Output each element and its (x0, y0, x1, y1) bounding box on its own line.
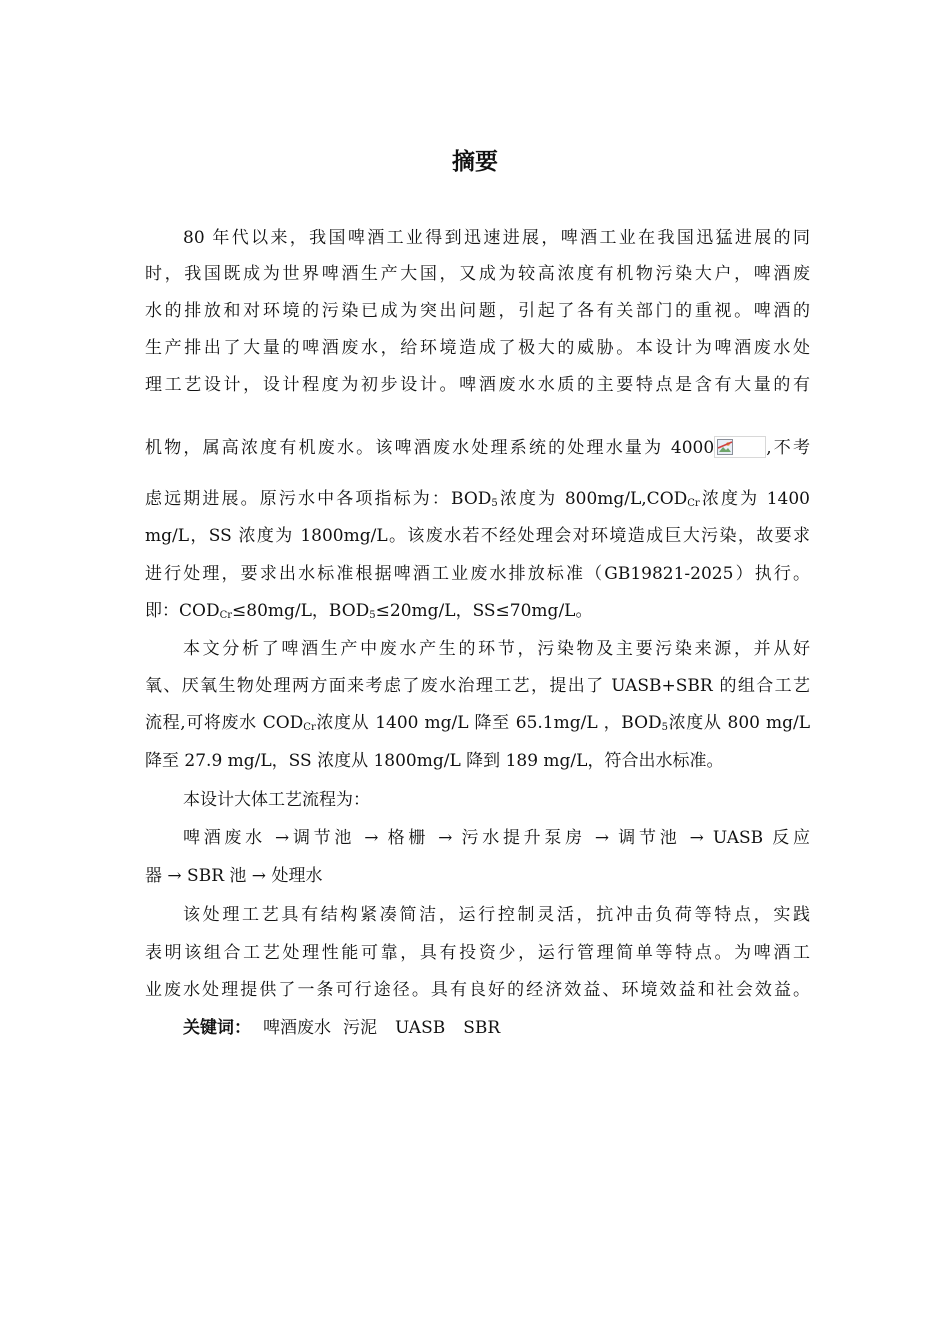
line-10-part-a: 即：COD (145, 601, 220, 621)
paragraph-1-line-4: 生产排出了大量的啤酒废水，给环境造成了极大的威胁。本设计为啤酒废水处 (145, 338, 810, 358)
subscript-5: 5 (369, 610, 376, 621)
process-flow-intro: 本设计大体工艺流程为： (183, 790, 370, 810)
line-10-part-b: ≤80mg/L，BOD (232, 601, 370, 621)
keyword-item: 污泥 (343, 1018, 377, 1038)
paragraph-1-line-8: mg/L，SS 浓度为 1800mg/L。该废水若不经处理会对环境造成巨大污染，故要求 (145, 526, 810, 546)
subscript-cr: Cr (303, 722, 316, 733)
paragraph-4-line-2: 表明该组合工艺处理性能可靠，具有投资少，运行管理简单等特点。为啤酒工 (145, 943, 810, 963)
paragraph-1-line-2: 时，我国既成为世界啤酒生产大国，又成为较高浓度有机物污染大户，啤酒废 (145, 264, 810, 284)
paragraph-2-line-1: 本文分析了啤酒生产中废水产生的环节，污染物及主要污染来源，并从好 (183, 639, 810, 659)
keywords-line (183, 1015, 810, 1041)
paragraph-1-line-9: 进行处理，要求出水标准根据啤酒工业废水排放标准（GB19821-2025）执行。 (145, 564, 810, 584)
process-flow-line-1: 啤酒废水 →调节池 → 格栅 → 污水提升泵房 → 调节池 → UASB 反应 (183, 828, 810, 848)
paragraph-4-line-1: 该处理工艺具有结构紧凑简洁，运行控制灵活，抗冲击负荷等特点，实践 (183, 905, 810, 925)
subscript-5: 5 (491, 498, 498, 509)
line-7-part-c: 浓度为 1400 (699, 489, 811, 509)
keyword-item: SBR (463, 1018, 501, 1038)
keyword-item: 啤酒废水 (263, 1018, 331, 1038)
p2-line-3-part-c: 浓度从 800 mg/L (668, 713, 810, 733)
broken-image-icon (717, 439, 733, 455)
paragraph-1-line-6 (145, 435, 810, 461)
keyword-item: UASB (395, 1018, 446, 1038)
keywords-label: 关键词： (183, 1018, 251, 1038)
paragraph-1-line-5: 理工艺设计，设计程度为初步设计。啤酒废水水质的主要特点是含有大量的有 (145, 375, 810, 395)
subscript-cr: Cr (219, 610, 233, 621)
line-7-part-b: 浓度为 800mg/L,COD (497, 489, 688, 509)
page-title: 摘要 (452, 149, 498, 175)
line-6-text-after: ,不考 (766, 438, 811, 458)
paragraph-1-line-7 (145, 486, 810, 512)
p2-line-3-part-a: 流程,可将废水 COD (145, 713, 304, 733)
line-7-part-a: 虑远期进展。原污水中各项指标为：BOD (145, 489, 492, 509)
line-6-text-before: 机物，属高浓度有机废水。该啤酒废水处理系统的处理水量为 4000 (145, 438, 715, 458)
paragraph-4-line-3: 业废水处理提供了一条可行途径。具有良好的经济效益、环境效益和社会效益。 (145, 980, 810, 1000)
paragraph-1-line-10 (145, 598, 810, 624)
broken-image (714, 436, 766, 458)
p2-line-3-part-b: 浓度从 1400 mg/L 降至 65.1mg/L ，BOD (315, 713, 662, 733)
paragraph-1-line-1: 80 年代以来，我国啤酒工业得到迅速进展，啤酒工业在我国迅猛进展的同 (183, 228, 810, 248)
process-flow-line-2: 器 → SBR 池 → 处理水 (145, 866, 323, 886)
subscript-cr: Cr (687, 498, 700, 509)
paragraph-2-line-4: 降至 27.9 mg/L，SS 浓度从 1800mg/L 降到 189 mg/L，符合出水标准。 (145, 751, 724, 771)
subscript-5: 5 (661, 722, 669, 733)
line-10-part-c: ≤20mg/L，SS≤70mg/L。 (375, 601, 593, 621)
paragraph-1-line-3: 水的排放和对环境的污染已成为突出问题，引起了各有关部门的重视。啤酒的 (145, 301, 810, 321)
paragraph-2-line-2: 氧、厌氧生物处理两方面来考虑了废水治理工艺，提出了 UASB+SBR 的组合工艺 (145, 676, 810, 696)
paragraph-2-line-3 (145, 710, 810, 736)
